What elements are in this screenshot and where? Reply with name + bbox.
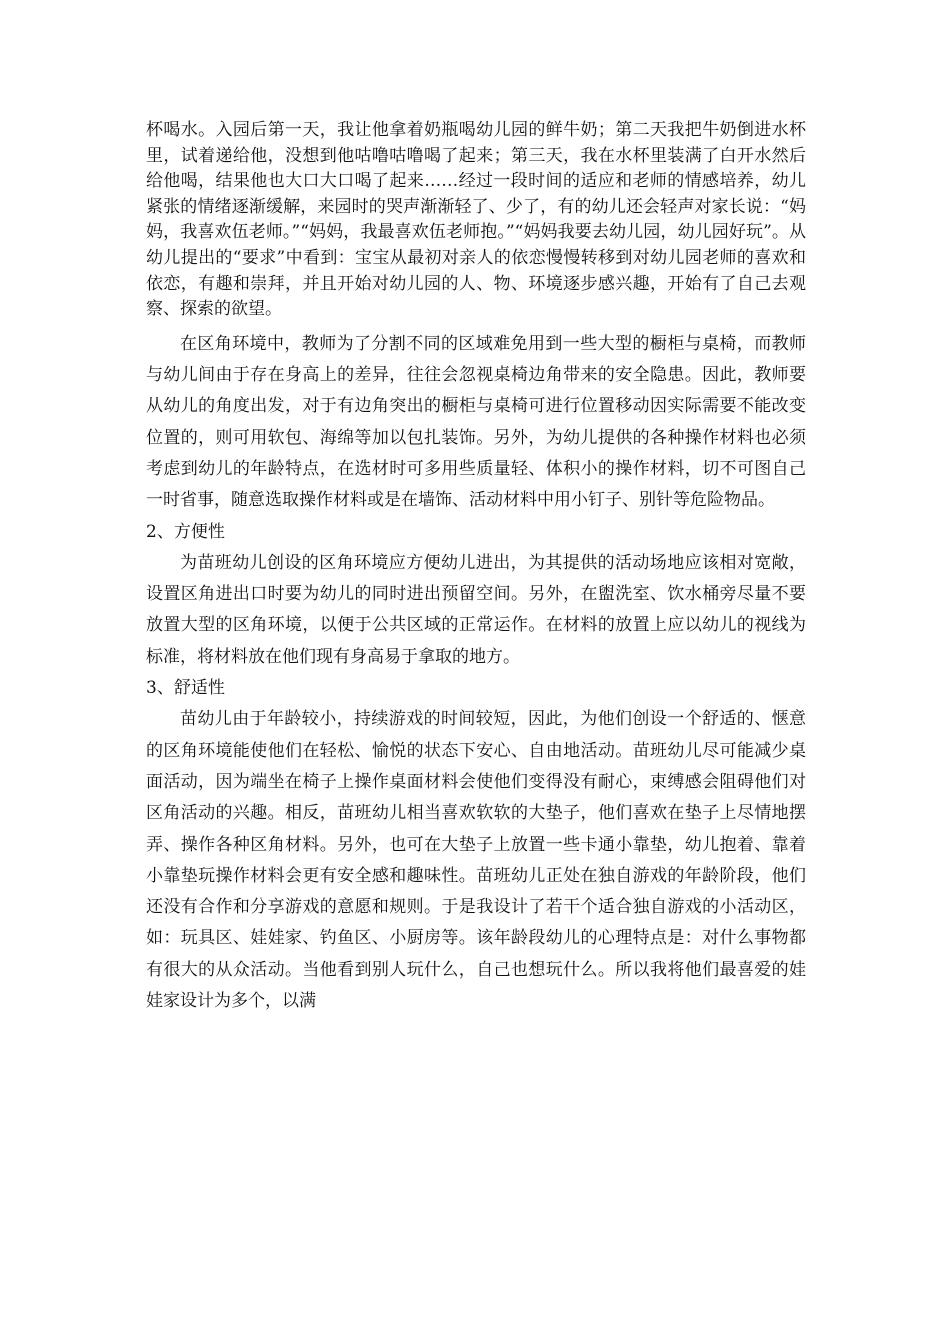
- section-heading-convenience: 2、方便性: [146, 521, 225, 542]
- paragraph-safety-corners: 在区角环境中，教师为了分割不同的区域难免用到一些大型的橱柜与桌椅，而教师与幼儿间由于存在身高上的差异，往往会忽视桌椅边角带来的安全隐患。因此，教师要从幼儿的角度出发，对于有边角突出的橱柜与桌椅可进行位置移动因实际需要不能改变位置的，则可用软包、海绵等加以包扎装饰。另外，为幼儿提供的各种操作材料也必须考虑到幼儿的年龄特点，在选材时可多用些质量轻、体积小的操作材料，切不可图自己一时省事，随意选取操作材料或是在墙饰、活动材料中用小钉子、别针等危险物品。: [146, 333, 806, 511]
- paragraph-convenience: 为苗班幼儿创设的区角环境应方便幼儿进出，为其提供的活动场地应该相对宽敞，设置区角进出口时要为幼儿的同时进出预留空间。另外，在盥洗室、饮水桶旁尽量不要放置大型的区角环境，以便于公共区域的正常运作。在材料的放置上应以幼儿的视线为标准，将材料放在他们现有身高易于拿取的地方。: [146, 552, 806, 667]
- paragraph-continuation: 杯喝水。入园后第一天，我让他拿着奶瓶喝幼儿园的鲜牛奶；第二天我把牛奶倒进水杯里，试着递给他，没想到他咕噜咕噜喝了起来；第三天，我在水杯里装满了白开水然后给他喝，结果他也大口大口喝了起来……经过一段时间的适应和老师的情感培养，幼儿紧张的情绪逐渐缓解，来园时的哭声渐渐轻了、少了，有的幼儿还会轻声对家长说：“妈妈，我喜欢伍老师。”“妈妈，我最喜欢伍老师抱。”“妈妈我要去幼儿园，幼儿园好玩”。从幼儿提出的“要求”中看到：宝宝从最初对亲人的依恋慢慢转移到对幼儿园老师的喜欢和依恋，有趣和崇拜，并且开始对幼儿园的人、物、环境逐步感兴趣，开始有了自己去观察、探索的欲望。: [146, 120, 806, 320]
- paragraph-comfort: 苗幼儿由于年龄较小，持续游戏的时间较短，因此，为他们创设一个舒适的、惬意的区角环境能使他们在轻松、愉悦的状态下安心、自由地活动。苗班幼儿尽可能减少桌面活动，因为端坐在椅子上操作桌面材料会使他们变得没有耐心，束缚感会阻碍他们对区角活动的兴趣。相反，苗班幼儿相当喜欢软软的大垫子，他们喜欢在垫子上尽情地摆弄、操作各种区角材料。另外，也可在大垫子上放置一些卡通小靠垫，幼儿抱着、靠着小靠垫玩操作材料会更有安全感和趣味性。苗班幼儿正处在独自游戏的年龄阶段，他们还没有合作和分享游戏的意愿和规则。于是我设计了若干个适合独自游戏的小活动区，如：玩具区、娃娃家、钓鱼区、小厨房等。该年龄段幼儿的心理特点是：对什么事物都有很大的从众活动。当他看到别人玩什么，自己也想玩什么。所以我将他们最喜爱的娃娃家设计为多个，以满: [146, 709, 806, 1011]
- document-page: [146, 118, 806, 1017]
- section-heading-comfort: 3、舒适性: [146, 678, 225, 699]
